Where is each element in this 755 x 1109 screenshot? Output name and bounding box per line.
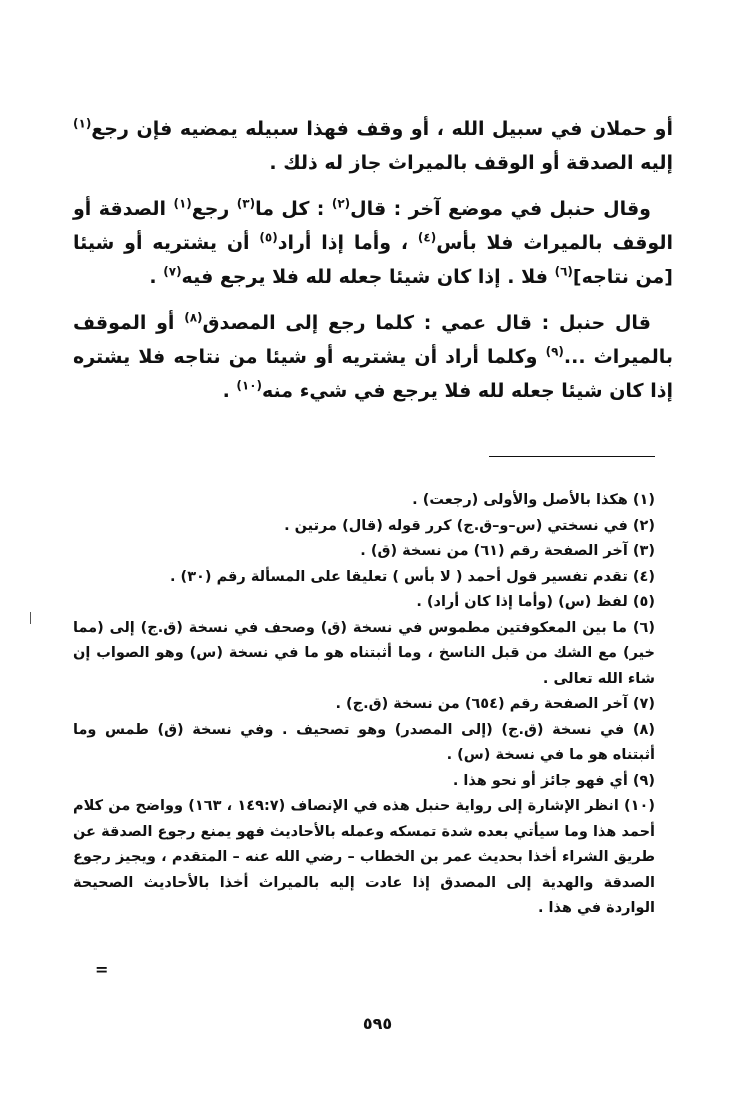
footnote-ref: (٣) (236, 196, 256, 211)
footnote-ref: (٨) (184, 310, 203, 325)
footnote-ref: (١) (73, 116, 92, 131)
text-run: فلا . إذا كان شيئا جعله لله فلا يرجع فيه (181, 266, 555, 288)
text-run: وكلما أراد أن يشتريه أو شيئا من نتاجه فلا يشتره إذا كان شيئا جعله لله فلا يرجع في شيء منه (73, 346, 673, 402)
footnote-divider (489, 456, 655, 457)
text-run: الصدقة أو الوقف بالميراث فلا بأس (73, 198, 673, 254)
footnote-ref: (٥) (259, 230, 278, 245)
footnote-8: (٨) في نسخة (ق.ج) (إلى المصدر) وهو تصحيف . وفي نسخة (ق) طمس وما أثبتناه هو ما في نسخة (س) . (73, 721, 655, 763)
footnote-10: (١٠) انظر الإشارة إلى رواية حنبل هذه في الإنصاف (١٤٩:٧ ، ١٦٣) وواضح من كلام أحمد هذا وما سيأتي بعده شدة تمسكه وعمله بالأحاديث فهو يمنع رجوع الصدقة عن طريق الشراء أخذا بحديث عمر بن الخطاب – رضي الله عنه – المتقدم ، ويجيز رجوع الصدقة والهدية إلى المصدق إذا عادت إليه بالميراث أخذا بالأحاديث الصحيحة الواردة في هذا . (73, 798, 656, 916)
text-run: . (222, 380, 237, 402)
footnote-ref: (٦) (554, 264, 573, 279)
text-run: أو الموقف بالميراث ... (73, 312, 673, 368)
footnote-9: (٩) أي فهو جائز أو نحو هذا . (452, 772, 655, 789)
footnote-ref: (٩) (545, 344, 564, 359)
footnote-7: (٧) آخر الصفحة رقم (٦٥٤) من نسخة (ق.ج) . (335, 696, 655, 712)
text-run: أو حملان في سبيل الله ، أو وقف فهذا سبيله يمضيه فإن رجع (91, 118, 673, 140)
footnote-4: (٤) تقدم تفسير قول أحمد ( لا بأس ) تعليقا على المسألة رقم (٣٠) . (170, 568, 655, 585)
paragraph-2 (73, 192, 673, 294)
footnote-6: (٦) ما بين المعكوفتين مطموس في نسخة (ق) وصحف في نسخة (ق.ج) إلى (مما خير) مع الشك من قبل الناسخ ، وما أثبتناه هو ما في نسخة (س) وهو الصواب إن شاء الله تعالى . (73, 619, 655, 687)
text-run: قال حنبل : قال عمي : كلما رجع إلى المصدق (202, 312, 651, 334)
text-run: : كل ما (255, 198, 332, 220)
footnotes (73, 488, 655, 922)
continuation-mark: = (95, 960, 109, 979)
text-run: أن يشتريه أو شيئا [من نتاجه] (73, 232, 673, 288)
footnote-2: (٢) في نسختي (س–و–ق.ج) كرر قوله (قال) مرتين . (284, 517, 655, 534)
paragraph-1 (73, 112, 673, 180)
text-run: إليه الصدقة أو الوقف بالميراث جاز له ذلك . (269, 152, 673, 174)
footnote-ref: (٢) (331, 196, 351, 211)
footnote-ref: (٧) (163, 264, 182, 279)
paragraph-3 (73, 306, 673, 408)
text-run: ، وأما إذا أراد (277, 232, 418, 254)
text-run: . (149, 266, 164, 288)
footnote-1: (١) هكذا بالأصل والأولى (رجعت) . (412, 492, 655, 508)
footnote-ref: (٤) (417, 230, 437, 245)
footnote-5: (٥) لفظ (س) (وأما إذا كان أراد) . (416, 594, 655, 610)
footnote-3: (٣) آخر الصفحة رقم (٦١) من نسخة (ق) . (360, 543, 655, 559)
text-run: رجع (191, 198, 237, 220)
main-text (73, 112, 673, 420)
page-number: ٥٩٥ (362, 1014, 393, 1033)
footnote-ref: (١) (173, 196, 192, 211)
text-run: وقال حنبل في موضع آخر : قال (350, 198, 651, 220)
footnote-ref: (١٠) (236, 378, 263, 393)
margin-mark (30, 612, 31, 624)
